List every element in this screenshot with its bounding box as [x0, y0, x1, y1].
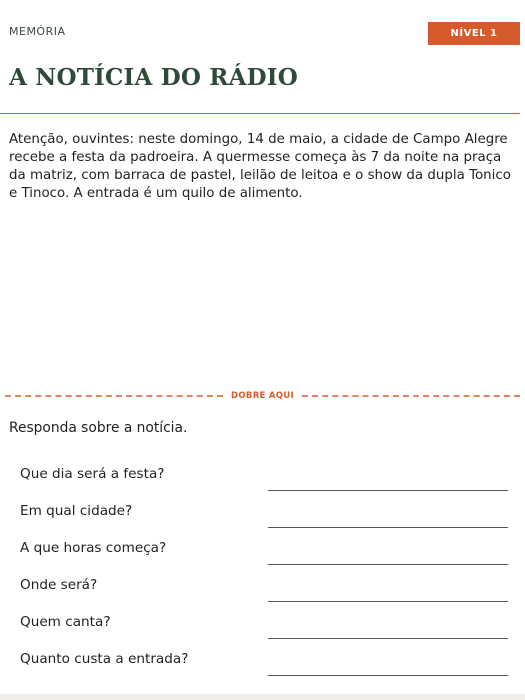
question-3-label: A que horas começa? — [20, 540, 167, 556]
category-label: MEMÓRIA — [9, 25, 66, 38]
question-2-label: Em qual cidade? — [20, 503, 133, 519]
answer-line-5[interactable] — [268, 638, 508, 639]
answer-line-6[interactable] — [268, 675, 508, 676]
question-5-label: Quem canta? — [20, 614, 111, 630]
page-title: A NOTÍCIA DO RÁDIO — [9, 64, 298, 91]
level-badge: NÍVEL 1 — [428, 22, 520, 45]
question-1-label: Que dia será a festa? — [20, 466, 165, 482]
footer-strip — [0, 694, 525, 700]
answer-line-4[interactable] — [268, 601, 508, 602]
instruction-text: Responda sobre a notícia. — [9, 420, 188, 436]
news-text: Atenção, ouvintes: neste domingo, 14 de maio, a cidade de Campo Alegre recebe a festa da padroeira. A quermesse começa às 7 da noite na praça da matriz, com barraca de pastel, leilão de leitoa e o show da dupla Tonico e Tinoco. A entrada é um quilo de alimento. — [9, 132, 511, 201]
fold-dash-left — [5, 395, 223, 397]
fold-label: DOBRE AQUI — [231, 391, 294, 401]
fold-line — [5, 388, 520, 404]
question-6-label: Quanto custa a entrada? — [20, 651, 189, 667]
answer-line-3[interactable] — [268, 564, 508, 565]
title-divider — [0, 113, 520, 114]
answer-line-2[interactable] — [268, 527, 508, 528]
fold-dash-right — [302, 395, 520, 397]
question-4-label: Onde será? — [20, 577, 98, 593]
answer-line-1[interactable] — [268, 490, 508, 491]
